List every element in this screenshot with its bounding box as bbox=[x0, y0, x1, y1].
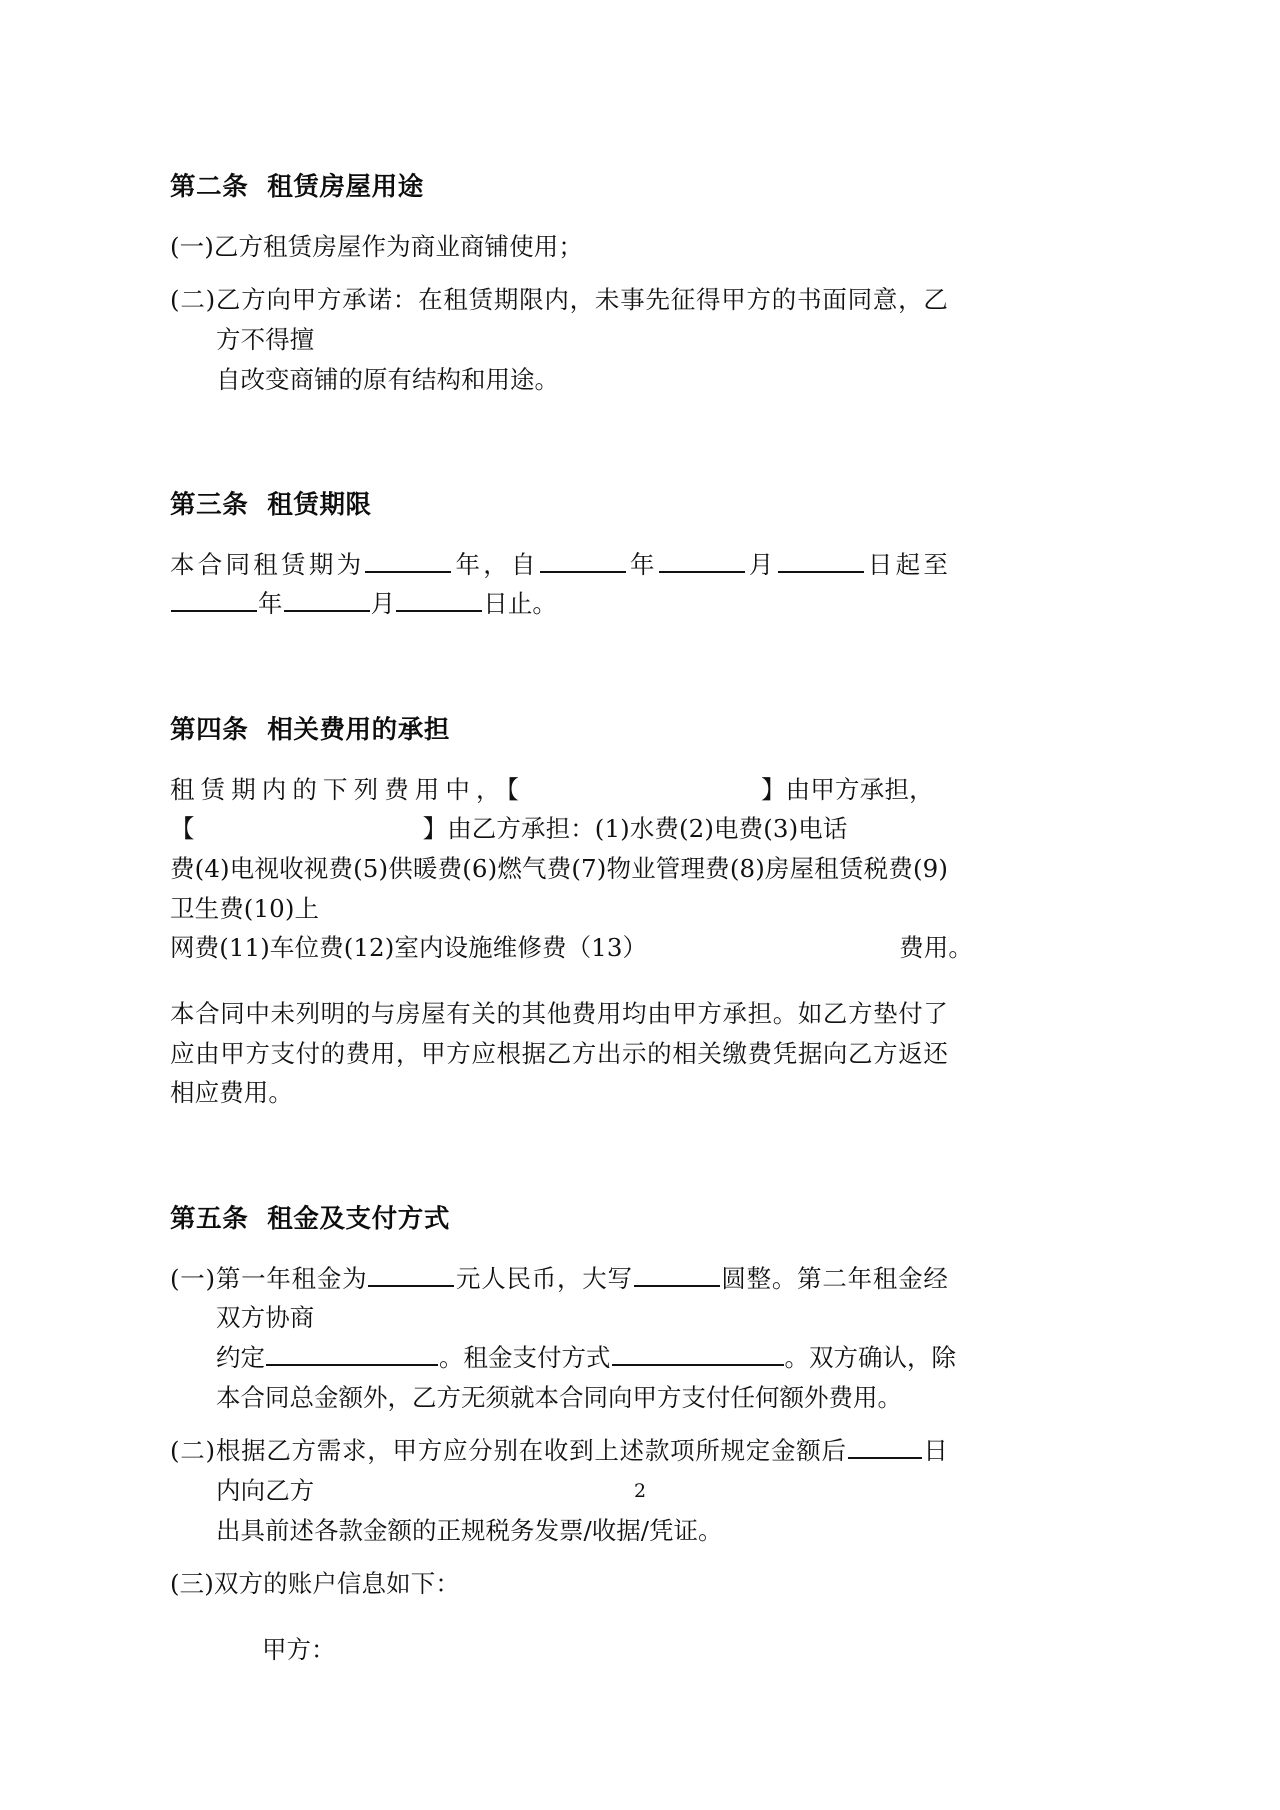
section-4-line-2-open-bracket: 【 bbox=[170, 814, 195, 844]
lease-term-years-blank[interactable] bbox=[365, 545, 451, 573]
spacer bbox=[170, 201, 948, 227]
spacer bbox=[170, 1233, 948, 1259]
section-4-line-1 bbox=[170, 770, 948, 810]
rent-agreement-blank[interactable] bbox=[266, 1338, 438, 1366]
section-4-line-4-left: 网费(11)车位费(12)室内设施维修费（13） bbox=[170, 933, 648, 963]
rent-currency-label: 元人民币，大写 bbox=[455, 1263, 633, 1293]
rent-first-year-label: 第一年租金为 bbox=[215, 1263, 368, 1293]
section-5-item-2-line-2: 出具前述各款金额的正规税务发票/收据/凭证。 bbox=[216, 1515, 723, 1545]
section-2-item-2-text-line-1: 乙方向甲方承诺：在租赁期限内，未事先征得甲方的书面同意，乙方不得擅 bbox=[215, 285, 949, 354]
spacer bbox=[170, 1604, 948, 1630]
rent-payment-method-label: 。租金支付方式 bbox=[439, 1343, 611, 1372]
section-4-line-2-mid: 】由乙方承担：(1)水费(2)电费(3)电话 bbox=[422, 814, 848, 844]
lease-term-prefix: 本合同租赁期为 bbox=[170, 549, 365, 579]
section-3-heading: 第三条 租赁期限 bbox=[170, 490, 372, 521]
spacer bbox=[170, 266, 948, 280]
invoice-days-blank[interactable] bbox=[848, 1432, 922, 1460]
section-4-line-4 bbox=[170, 928, 973, 968]
section-5-item-1-line-2 bbox=[170, 1338, 956, 1378]
section-2-heading: 第二条 租赁房屋用途 bbox=[170, 172, 424, 202]
section-5-item-1-marker: (一) bbox=[170, 1263, 216, 1293]
lease-end-month-blank[interactable] bbox=[284, 585, 370, 613]
section-4-paragraph-2: 本合同中未列明的与房屋有关的其他费用均由甲方承担。如乙方垫付了应由甲方支付的费用，甲方应根据乙方出示的相关缴费凭据向乙方返还相应费用。 bbox=[170, 999, 948, 1108]
spacer bbox=[170, 1113, 948, 1207]
spacer bbox=[170, 519, 948, 545]
section-4-line-2 bbox=[170, 809, 948, 849]
lease-end-year-blank[interactable] bbox=[171, 585, 257, 613]
section-5-item-1 bbox=[170, 1259, 948, 1338]
rent-confirm-label: 。双方确认，除 bbox=[784, 1343, 956, 1372]
section-2-item-2-marker: (二) bbox=[170, 285, 216, 315]
lease-start-day-blank[interactable] bbox=[778, 545, 864, 573]
section-5-item-1-line-3: 本合同总金额外，乙方无须就本合同向甲方支付任何额外费用。 bbox=[216, 1382, 902, 1412]
rent-first-year-amount-blank[interactable] bbox=[368, 1259, 454, 1287]
spacer bbox=[170, 1417, 948, 1431]
section-4-line-3: 费(4)电视收视费(5)供暖费(6)燃气费(7)物业管理费(8)房屋租赁税费(9)卫生费(10)上 bbox=[170, 854, 948, 923]
invoice-request-label: 根据乙方需求，甲方应分别在收到上述款项所规定金额后 bbox=[215, 1436, 847, 1466]
page-content bbox=[170, 172, 973, 1670]
section-2-item-1-marker: (一) bbox=[170, 231, 214, 261]
section-4-line-4-right: 费用。 bbox=[899, 933, 973, 963]
account-info-label: 双方的账户信息如下： bbox=[213, 1569, 460, 1599]
lease-start-month-blank[interactable] bbox=[659, 545, 745, 573]
lease-term-month-label-2: 月 bbox=[370, 589, 396, 619]
lease-term-day-label-2: 日止。 bbox=[483, 589, 558, 619]
invoice-days-label: 日内向乙方 bbox=[216, 1436, 949, 1506]
section-5-item-2-marker: (二) bbox=[170, 1436, 216, 1466]
spacer bbox=[170, 399, 948, 493]
lease-start-year-blank[interactable] bbox=[540, 545, 626, 573]
rent-second-year-label: 圆整。第二年租金经双方协商 bbox=[216, 1263, 948, 1333]
lease-term-year-label-3: 年 bbox=[258, 589, 283, 619]
lease-term-year-label-2: 年 bbox=[626, 549, 658, 579]
section-4-line-1-suffix: 】由甲方承担， bbox=[760, 774, 934, 804]
section-4-heading: 第四条 相关费用的承担 bbox=[170, 715, 450, 746]
section-4-fee-intro bbox=[170, 770, 973, 968]
section-2-item-2-text-line-2: 自改变商铺的原有结构和用途。 bbox=[216, 364, 559, 394]
section-3-body bbox=[170, 545, 948, 624]
party-a-account-label: 甲方： bbox=[262, 1635, 336, 1665]
spacer bbox=[170, 744, 948, 770]
spacer bbox=[170, 968, 948, 994]
lease-term-year-label-1: 年，自 bbox=[452, 549, 539, 579]
section-2-item-2 bbox=[170, 280, 948, 359]
rent-agreement-label: 约定 bbox=[216, 1343, 265, 1372]
spacer bbox=[170, 1550, 948, 1564]
rent-payment-method-blank[interactable] bbox=[612, 1338, 784, 1366]
section-2-item-1-text: 乙方租赁房屋作为商业商铺使用； bbox=[213, 231, 583, 261]
rent-amount-in-words-blank[interactable] bbox=[634, 1259, 720, 1287]
lease-term-month-label-1: 月 bbox=[745, 549, 777, 579]
lease-term-day-label-1: 日起至 bbox=[864, 549, 948, 579]
section-5-heading: 第五条 租金及支付方式 bbox=[170, 1204, 450, 1235]
spacer bbox=[170, 624, 948, 718]
section-2-item-1 bbox=[170, 227, 948, 267]
page-number: 2 bbox=[633, 1480, 647, 1502]
section-4-line-1-prefix: 租赁期内的下列费用中，【 bbox=[170, 774, 525, 804]
section-5-item-3-marker: (三) bbox=[170, 1569, 214, 1599]
lease-end-day-blank[interactable] bbox=[396, 585, 482, 613]
section-5-item-3 bbox=[170, 1564, 948, 1604]
